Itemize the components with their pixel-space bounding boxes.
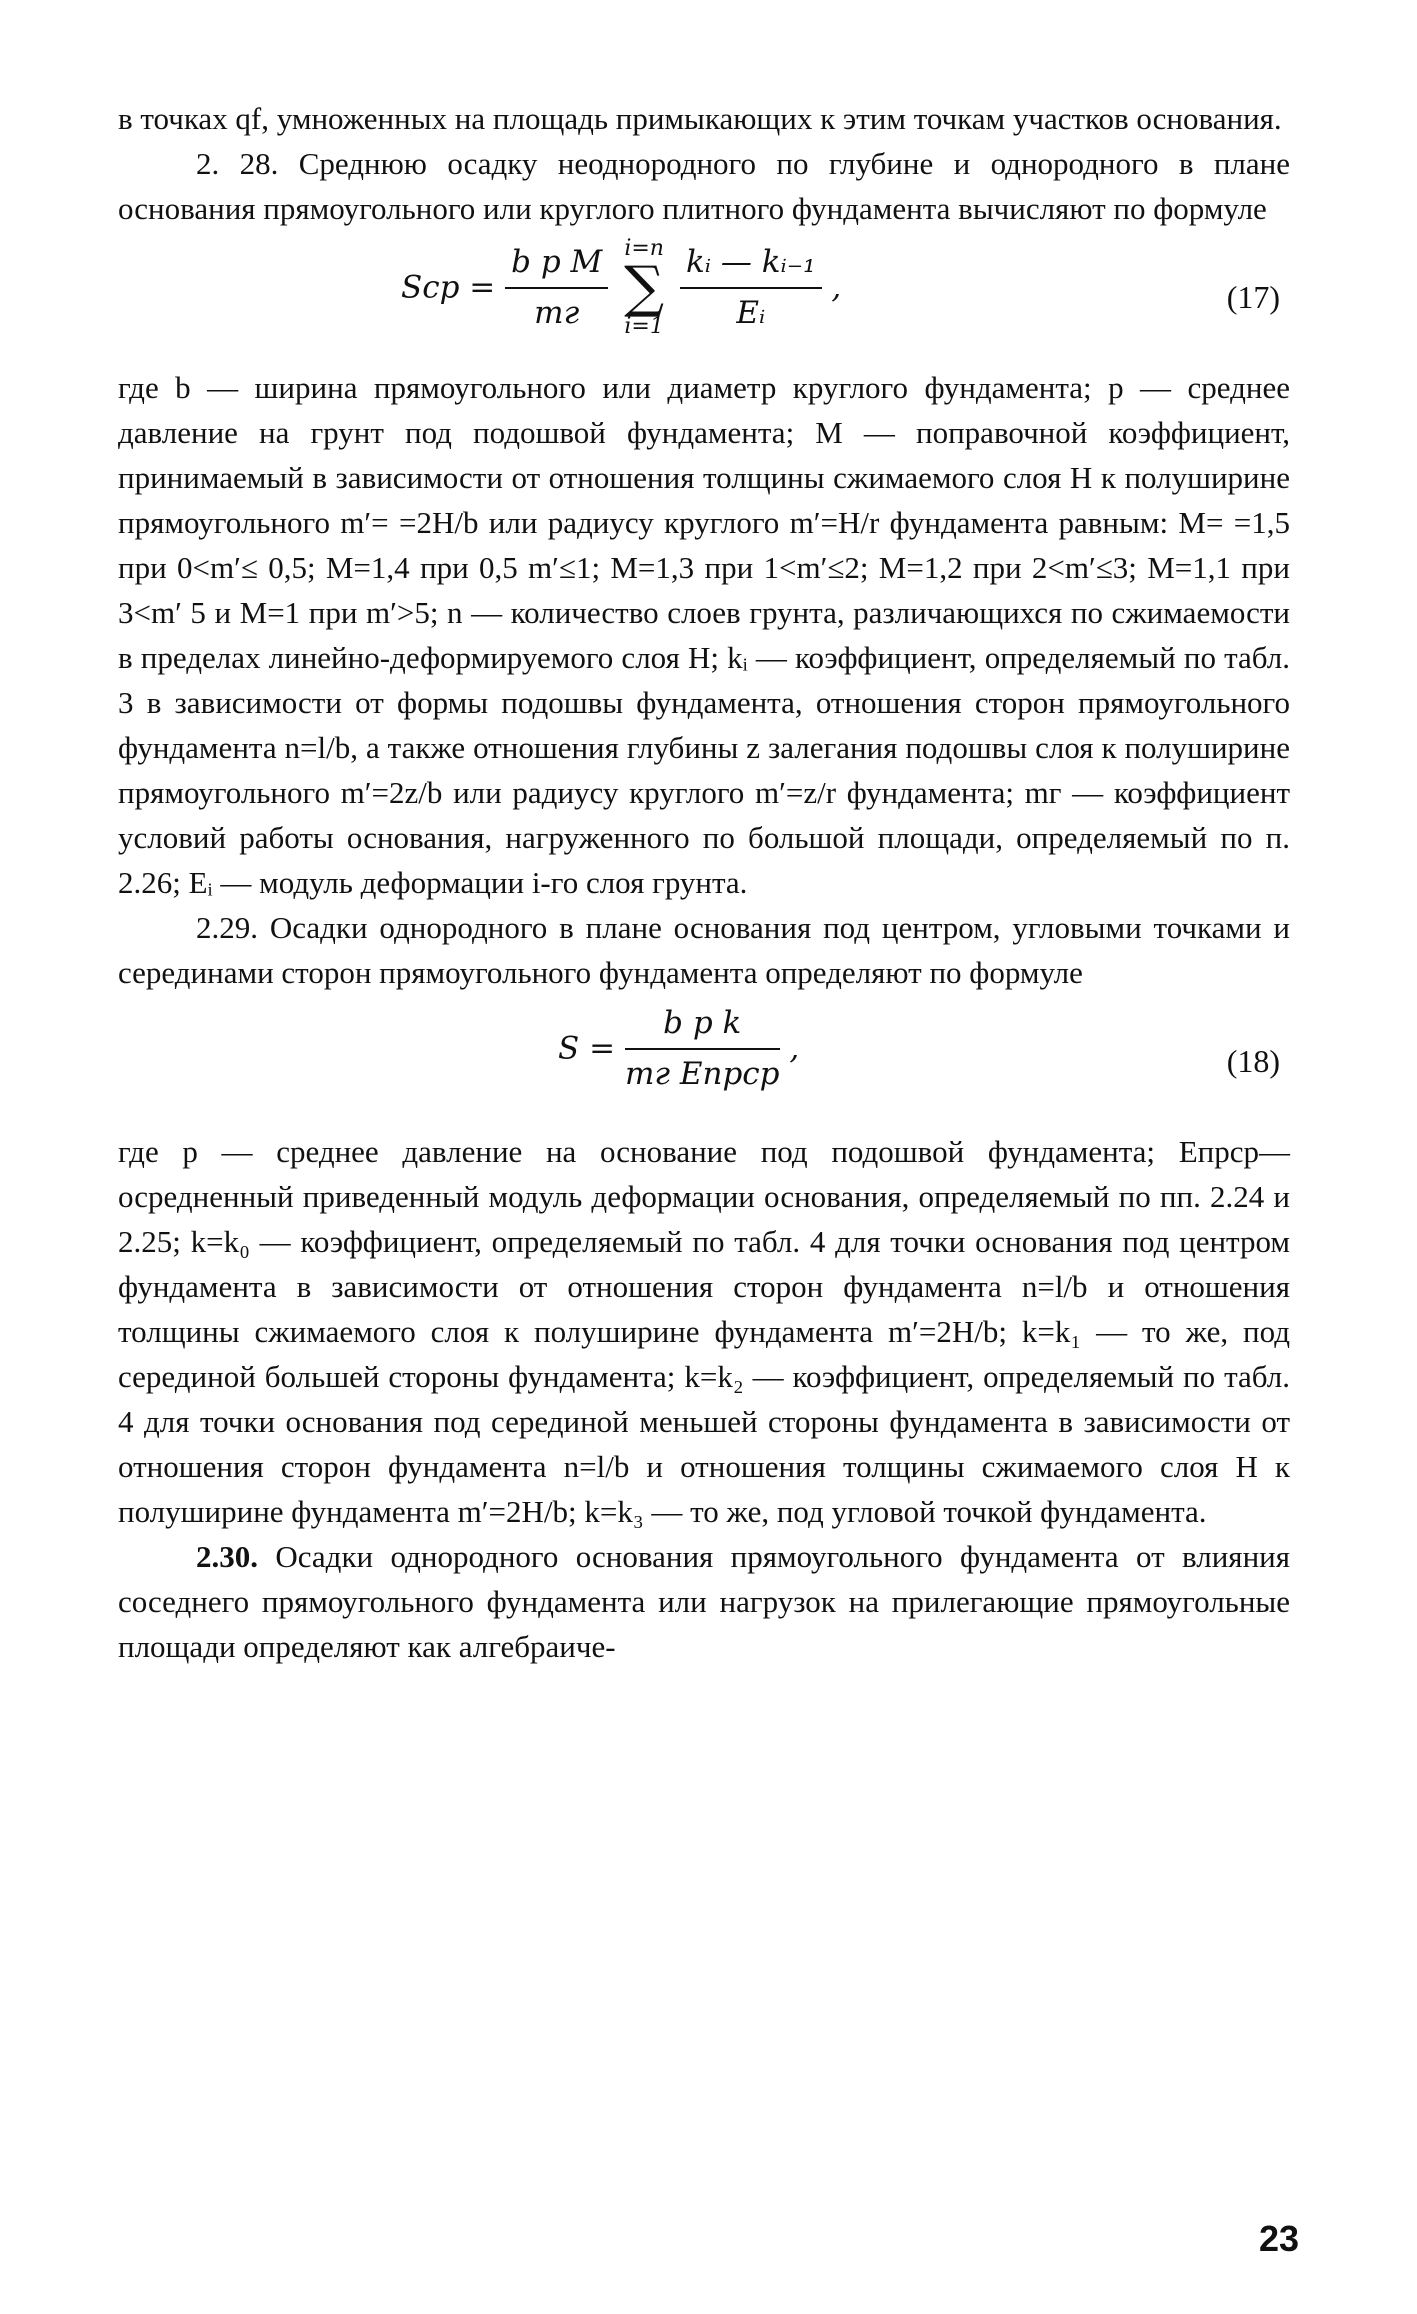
paragraph-2-28-definitions: где b — ширина прямоугольного или диаметр круглого фундамента; p — среднее давление на грунт под подошвой фундамента; M — поправочной коэффициент, принимаемый в зависимости от отношения толщины сжимаемого слоя H к полуширине прямоугольного m′= =2H/b или радиусу круглого m′=H/r фундамента равным: M= =1,5 при 0<m′≤ 0,5; M=1,4 при 0,5 m′≤1; M=1,3 при 1<m′≤2; M=1,2 при 2<m′≤3; M=1,1 при 3<m′ 5 и M=1 при m′>5; n — количество слоев грунта, различающихся по сжимаемости в пределах линейно-деформируемого слоя H; kᵢ — коэффициент, определяемый по табл. 3 в зависимости от формы подошвы фундамента, отношения сторон прямоугольного фундамента n=l/b, а также отношения глубины z залегания подошвы слоя к полуширине прямоугольного m′=2z/b или радиусу круглого m′=z/r фундамента; mг — коэффициент условий работы основания, нагруженного по большой площади, определяемый по п. 2.26; Eᵢ — модуль деформации i-го слоя грунта. [118,370,1290,900]
formula-18-fraction [625,1001,780,1097]
paragraph-2-29 [118,905,1290,995]
formula-18-body [558,1001,799,1097]
formula-17-term-denominator: Eᵢ [736,295,766,331]
sum-upper-limit: i=n [624,236,664,261]
clause-text-2-29: Осадки однородного в плане основания под центром, угловыми точками и серединами сторон прямоугольного фундамента определяют по формуле [118,910,1290,990]
paragraph-2-29-definitions: где p — среднее давление на основание под подошвой фундамента; Eпрср— осредненный приведенный модуль деформации основания, определяемый по пп. 2.24 и 2.25; k=k₀ — коэффициент, определяемый по табл. 4 для точки основания под центром фундамента в зависимости от отношения сторон фундамента n=l/b и отношения толщины сжимаемого слоя к полуширине фундамента m′=2H/b; k=k₁ — то же, под серединой большей стороны фундамента; k=k₂ — коэффициент, определяемый по табл. 4 для точки основания под серединой меньшей стороны фундамента в зависимости от отношения сторон фундамента n=l/b и отношения толщины сжимаемого слоя H к полуширине фундамента m′=2H/b; k=k₃ — то же, под угловой точкой фундамента. [118,1134,1290,1529]
formula-18-lhs: S = [558,1030,616,1067]
clause-number-2-30: 2.30. [196,1539,258,1574]
formula-18 [118,1001,1290,1121]
paragraph-2-30 [118,1534,1290,1669]
formula-17-lhs: Sср = [401,269,496,306]
formula-18-tail: , [789,1030,800,1067]
clause-text-2-28: Среднюю осадку неоднородного по глубине и однородного в плане основания прямоугольного или круглого плитного фундамента вычисляют по формуле [118,146,1291,226]
paragraph-2-28 [118,141,1290,231]
formula-17-number: (17) [1226,279,1280,315]
formula-18-numerator: b p k [625,1001,780,1050]
formula-17-denominator: mг [534,295,580,331]
formula-17-term [680,240,822,336]
page-number: 23 [1258,2218,1299,2259]
formula-17-tail: , [831,269,842,306]
formula-18-denominator: mг Eпрср [624,1056,780,1092]
formula-18-number: (18) [1226,1043,1280,1079]
document-page [118,96,1290,1669]
formula-17 [118,237,1290,357]
clause-text-2-30: Осадки однородного основания прямоугольного фундамента от влияния соседнего прямоугольного фундамента или нагрузок на прилегающие прямоугольные площади определяют как алгебраиче- [118,1539,1291,1664]
formula-17-fraction [505,240,608,336]
formula-17-body [401,237,841,339]
paragraph-intro: в точках qf, умноженных на площадь примыкающих к этим точкам участков основания. [118,101,1282,136]
clause-number-2-28: 2. 28. [196,146,279,181]
formula-17-term-numerator: kᵢ — kᵢ₋₁ [680,240,822,289]
sum-lower-limit: i=1 [624,314,664,339]
sigma-icon: ∑ [624,255,665,320]
clause-number-2-29: 2.29. [196,910,258,945]
formula-17-numerator: b p M [505,240,608,289]
sum-sign [624,237,664,339]
